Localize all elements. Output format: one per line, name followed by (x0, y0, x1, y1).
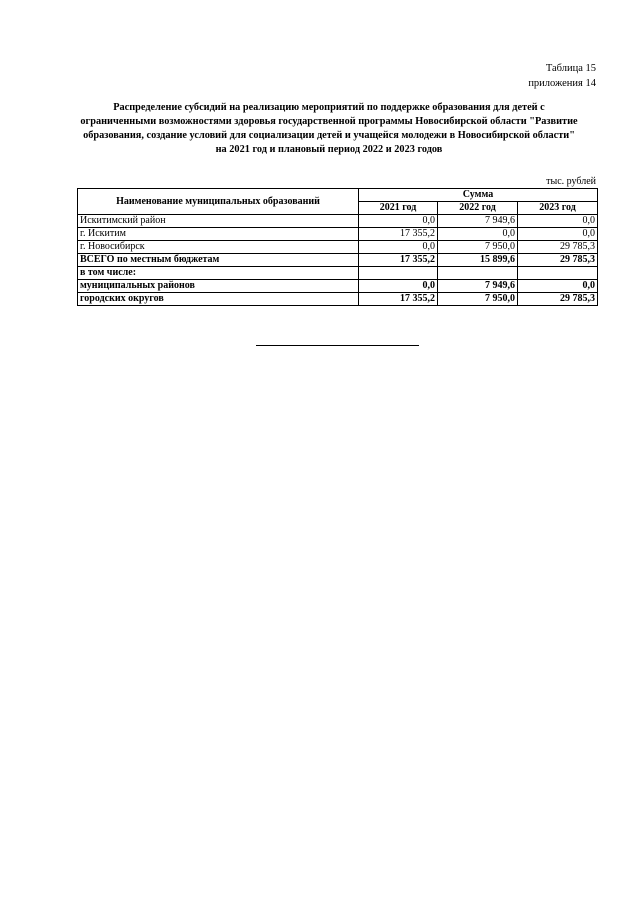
value-2022: 15 899,6 (438, 254, 518, 267)
row-name: г. Новосибирск (78, 241, 359, 254)
table-row (78, 215, 598, 228)
value-2023: 29 785,3 (518, 254, 598, 267)
value-2021: 0,0 (359, 215, 438, 228)
value-2022: 7 949,6 (438, 280, 518, 293)
title-line: ограниченными возможностями здоровья государственной программы Новосибирской области "Развитие (80, 116, 578, 127)
value-2021: 0,0 (359, 280, 438, 293)
table-number: Таблица 15 (545, 63, 596, 74)
value-2021 (359, 267, 438, 280)
value-2022: 7 949,6 (438, 215, 518, 228)
units-label: тыс. рублей (546, 176, 596, 187)
value-2022: 7 950,0 (438, 293, 518, 306)
column-header-2022: 2022 год (438, 202, 518, 215)
row-name: ВСЕГО по местным бюджетам (78, 254, 359, 267)
value-2021: 17 355,2 (359, 228, 438, 241)
row-name: Искитимский район (78, 215, 359, 228)
value-2023: 29 785,3 (518, 293, 598, 306)
row-name: муниципальных районов (78, 280, 359, 293)
subsidy-table (77, 188, 598, 306)
value-2022: 0,0 (438, 228, 518, 241)
total-row (78, 254, 598, 267)
table-row (78, 228, 598, 241)
value-2023 (518, 267, 598, 280)
title-line: на 2021 год и плановый период 2022 и 2023 годов (215, 144, 443, 155)
appendix-number: приложения 14 (528, 78, 596, 89)
value-2023: 0,0 (518, 280, 598, 293)
subheading-row (78, 267, 598, 280)
column-header-sum: Сумма (359, 189, 598, 202)
value-2021: 17 355,2 (359, 254, 438, 267)
value-2021: 17 355,2 (359, 293, 438, 306)
title-line: образования, создание условий для социализации детей и учащейся молодежи в Новосибирской области" (83, 130, 575, 141)
row-name: городских округов (78, 293, 359, 306)
row-name: г. Искитим (78, 228, 359, 241)
title-line: Распределение субсидий на реализацию мероприятий по поддержке образования для детей с (113, 102, 545, 113)
row-name: в том числе: (78, 267, 359, 280)
column-header-2021: 2021 год (359, 202, 438, 215)
table-row (78, 280, 598, 293)
table-reference (528, 61, 596, 91)
value-2023: 29 785,3 (518, 241, 598, 254)
value-2023: 0,0 (518, 215, 598, 228)
end-separator-line (256, 345, 419, 346)
value-2022 (438, 267, 518, 280)
table-row (78, 293, 598, 306)
table-row (78, 241, 598, 254)
value-2021: 0,0 (359, 241, 438, 254)
value-2022: 7 950,0 (438, 241, 518, 254)
document-title (62, 101, 596, 157)
value-2023: 0,0 (518, 228, 598, 241)
column-header-name: Наименование муниципальных образований (78, 189, 359, 215)
column-header-2023: 2023 год (518, 202, 598, 215)
